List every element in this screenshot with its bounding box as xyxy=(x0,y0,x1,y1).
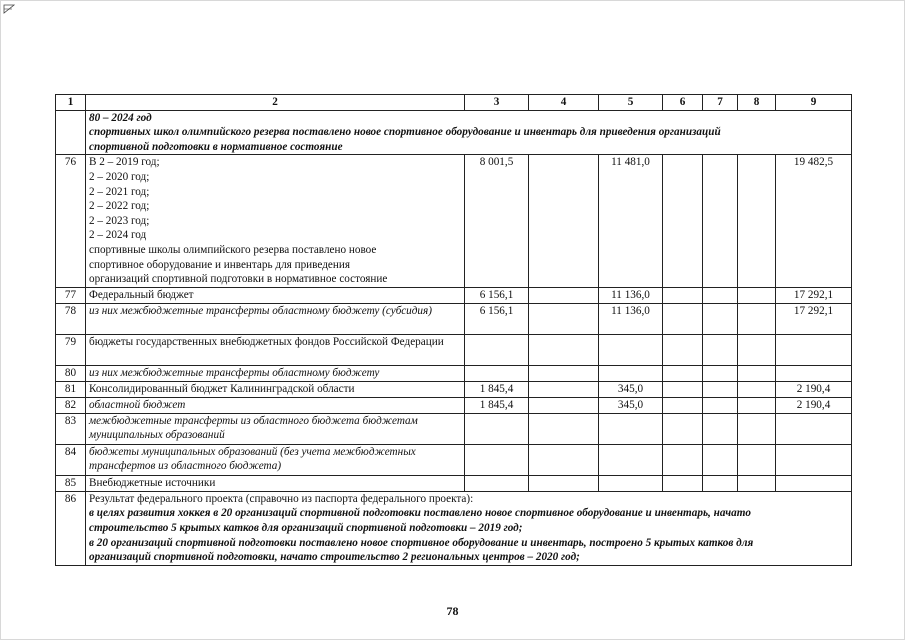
value-cell xyxy=(465,475,529,491)
value-cell xyxy=(776,365,852,381)
row-label: Федеральный бюджет xyxy=(86,287,465,303)
value-cell xyxy=(529,155,599,287)
row-number: 78 xyxy=(56,303,86,334)
label-line: 2 – 2023 год; xyxy=(89,214,150,227)
header-row xyxy=(56,95,852,111)
corner-mark-icon xyxy=(3,4,15,14)
intro-line: 80 – 2024 год xyxy=(89,111,152,124)
value-cell: 6 156,1 xyxy=(465,303,529,334)
value-cell xyxy=(703,444,738,475)
intro-line: спортивной подготовки в нормативное состояние xyxy=(89,140,343,153)
header-cell: 5 xyxy=(599,95,663,111)
intro-line: спортивных школ олимпийского резерва поставлено новое спортивное оборудование и инвентарь для приведения организаций xyxy=(89,126,721,139)
value-cell xyxy=(529,413,599,444)
row-label xyxy=(86,155,465,287)
value-cell xyxy=(599,334,663,365)
value-cell: 2 190,4 xyxy=(776,381,852,397)
result-title: Результат федерального проекта (справочно из паспорта федерального проекта): xyxy=(89,492,474,505)
row-number: 76 xyxy=(56,155,86,287)
value-cell xyxy=(703,365,738,381)
header-cell: 7 xyxy=(703,95,738,111)
value-cell: 2 190,4 xyxy=(776,397,852,413)
value-cell: 1 845,4 xyxy=(465,381,529,397)
value-cell xyxy=(465,413,529,444)
value-cell xyxy=(529,334,599,365)
value-cell xyxy=(738,365,776,381)
row-label: из них межбюджетные трансферты областному бюджету xyxy=(86,365,465,381)
row-number: 85 xyxy=(56,475,86,491)
row-number: 81 xyxy=(56,381,86,397)
row-label: бюджеты муниципальных образований (без учета межбюджетных трансфертов из областного бюджета) xyxy=(86,444,465,475)
value-cell xyxy=(703,413,738,444)
row-number: 82 xyxy=(56,397,86,413)
value-cell xyxy=(529,444,599,475)
value-cell: 19 482,5 xyxy=(776,155,852,287)
value-cell: 11 136,0 xyxy=(599,303,663,334)
value-cell xyxy=(465,365,529,381)
value-cell xyxy=(703,397,738,413)
value-cell xyxy=(738,397,776,413)
table-row xyxy=(56,287,852,303)
value-cell xyxy=(663,444,703,475)
row-label: Внебюджетные источники xyxy=(86,475,465,491)
value-cell xyxy=(663,365,703,381)
value-cell xyxy=(529,475,599,491)
row-number: 86 xyxy=(56,491,86,565)
value-cell xyxy=(465,444,529,475)
value-cell xyxy=(738,381,776,397)
table-row xyxy=(56,155,852,287)
value-cell xyxy=(663,397,703,413)
value-cell xyxy=(529,303,599,334)
result-text xyxy=(86,491,852,565)
value-cell xyxy=(599,475,663,491)
value-cell xyxy=(703,287,738,303)
result-line: организаций спортивной подготовки, начато строительство 2 региональных центров – 2020 год; xyxy=(89,551,580,564)
value-cell: 11 481,0 xyxy=(599,155,663,287)
result-line: строительство 5 крытых катков для организаций спортивной подготовки – 2019 год; xyxy=(89,521,523,534)
label-line: 2 – 2021 год; xyxy=(89,185,150,198)
value-cell xyxy=(738,155,776,287)
header-cell: 3 xyxy=(465,95,529,111)
table-row xyxy=(56,413,852,444)
header-cell: 8 xyxy=(738,95,776,111)
value-cell xyxy=(703,381,738,397)
label-line: спортивное оборудование и инвентарь для приведения xyxy=(89,258,350,271)
value-cell: 1 845,4 xyxy=(465,397,529,413)
value-cell xyxy=(738,334,776,365)
value-cell xyxy=(703,334,738,365)
table-row xyxy=(56,444,852,475)
value-cell: 6 156,1 xyxy=(465,287,529,303)
row-label: Консолидированный бюджет Калининградской области xyxy=(86,381,465,397)
label-line: В 2 – 2019 год; xyxy=(89,156,160,169)
label-line: спортивные школы олимпийского резерва поставлено новое xyxy=(89,243,377,256)
table-row xyxy=(56,475,852,491)
value-cell xyxy=(703,475,738,491)
value-cell xyxy=(738,475,776,491)
row-number: 83 xyxy=(56,413,86,444)
value-cell xyxy=(529,381,599,397)
value-cell xyxy=(599,365,663,381)
header-cell: 2 xyxy=(86,95,465,111)
result-line: в 20 организаций спортивной подготовки поставлено новое спортивное оборудование и инвентарь, построено 5 крытых катков для xyxy=(89,536,754,549)
value-cell xyxy=(599,444,663,475)
row-number-cell xyxy=(56,110,86,155)
intro-row xyxy=(56,110,852,155)
result-row xyxy=(56,491,852,565)
value-cell xyxy=(738,413,776,444)
intro-text xyxy=(86,110,852,155)
value-cell xyxy=(663,287,703,303)
row-label: межбюджетные трансферты из областного бюджета бюджетам муниципальных образований xyxy=(86,413,465,444)
value-cell: 11 136,0 xyxy=(599,287,663,303)
row-label: областной бюджет xyxy=(86,397,465,413)
value-cell xyxy=(703,303,738,334)
value-cell: 345,0 xyxy=(599,397,663,413)
row-label: бюджеты государственных внебюджетных фондов Российской Федерации xyxy=(86,334,465,365)
label-line: организаций спортивной подготовки в нормативное состояние xyxy=(89,273,388,286)
row-number: 77 xyxy=(56,287,86,303)
table-row xyxy=(56,334,852,365)
value-cell xyxy=(663,475,703,491)
value-cell: 17 292,1 xyxy=(776,303,852,334)
page-number: 78 xyxy=(446,604,459,618)
value-cell xyxy=(776,413,852,444)
label-line: 2 – 2024 год xyxy=(89,229,147,242)
header-cell: 1 xyxy=(56,95,86,111)
value-cell xyxy=(465,334,529,365)
row-number: 84 xyxy=(56,444,86,475)
value-cell xyxy=(738,303,776,334)
value-cell xyxy=(663,334,703,365)
value-cell xyxy=(529,287,599,303)
table-row xyxy=(56,365,852,381)
value-cell xyxy=(663,303,703,334)
row-number: 79 xyxy=(56,334,86,365)
label-line: 2 – 2022 год; xyxy=(89,200,150,213)
value-cell xyxy=(776,475,852,491)
row-number: 80 xyxy=(56,365,86,381)
value-cell xyxy=(738,287,776,303)
header-cell: 9 xyxy=(776,95,852,111)
header-cell: 4 xyxy=(529,95,599,111)
value-cell xyxy=(703,155,738,287)
value-cell xyxy=(529,365,599,381)
value-cell xyxy=(663,413,703,444)
table-row xyxy=(56,303,852,334)
value-cell: 17 292,1 xyxy=(776,287,852,303)
value-cell xyxy=(663,381,703,397)
result-line: в целях развития хоккея в 20 организаций спортивной подготовки поставлено новое спортивное оборудование и инвентарь, начато xyxy=(89,507,751,520)
value-cell xyxy=(776,334,852,365)
label-line: 2 – 2020 год; xyxy=(89,170,150,183)
table-row xyxy=(56,397,852,413)
budget-table xyxy=(55,94,852,566)
value-cell xyxy=(776,444,852,475)
header-cell: 6 xyxy=(663,95,703,111)
table-row xyxy=(56,381,852,397)
value-cell: 8 001,5 xyxy=(465,155,529,287)
value-cell xyxy=(529,397,599,413)
value-cell xyxy=(738,444,776,475)
value-cell xyxy=(599,413,663,444)
value-cell xyxy=(663,155,703,287)
row-label: из них межбюджетные трансферты областному бюджету (субсидия) xyxy=(86,303,465,334)
value-cell: 345,0 xyxy=(599,381,663,397)
